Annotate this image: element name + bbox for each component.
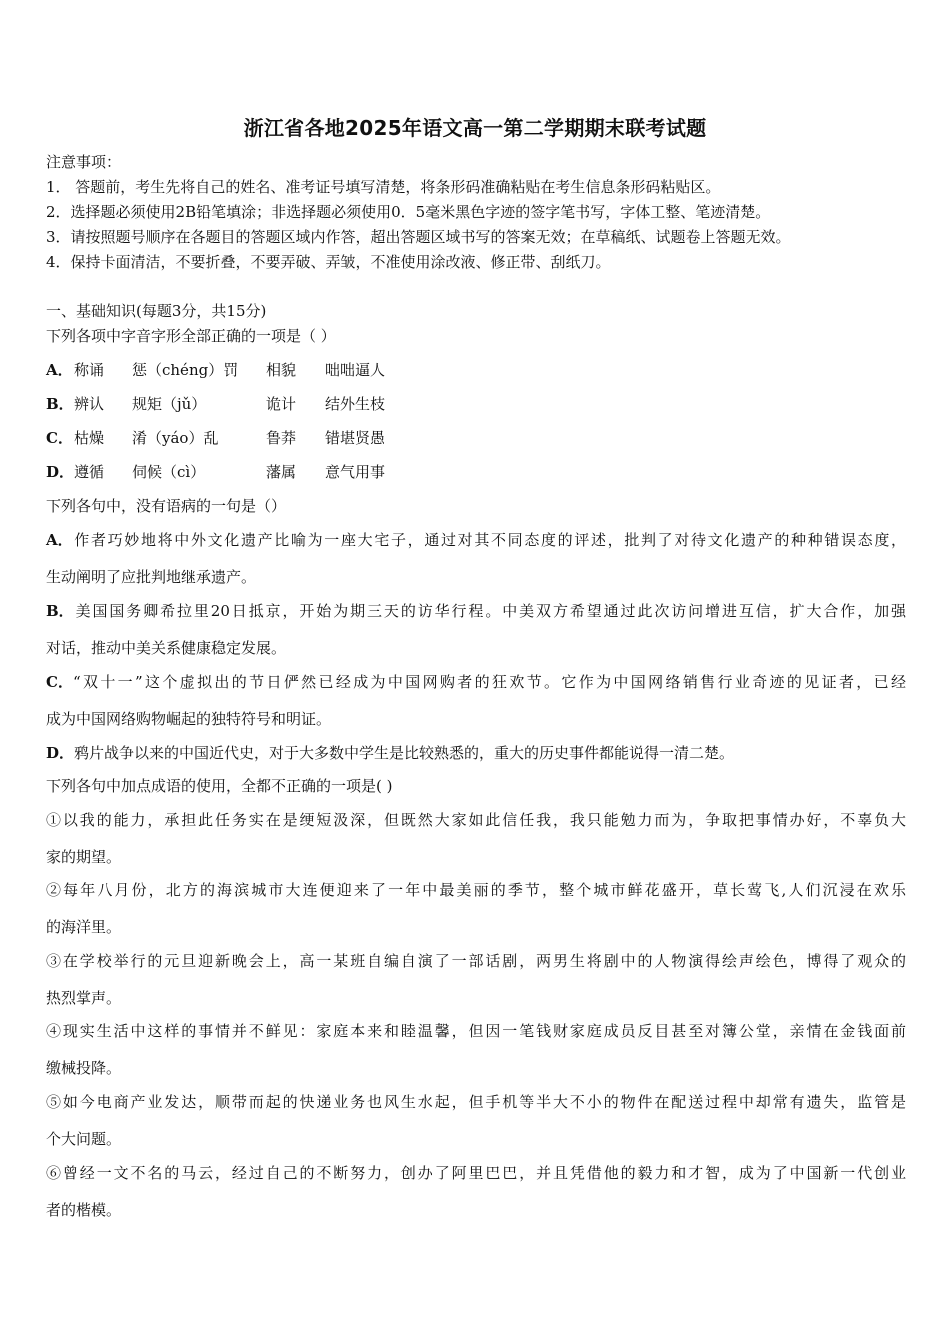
option-word: 意气用事 <box>325 463 386 481</box>
question-stem: 下列各句中，没有语病的一句是（） <box>46 497 287 515</box>
option-row <box>46 394 385 414</box>
option-line <box>46 601 906 621</box>
item-line: ⑥曾经一文不名的马云，经过自己的不断努力，创办了阿里巴巴，并且凭借他的毅力和才智，成为了中国新一代创业 <box>46 1164 906 1182</box>
item-continuation: 个大问题。 <box>46 1130 122 1148</box>
option-word: 伺候（cì） <box>132 463 206 481</box>
option-word: 错堪贤愚 <box>325 429 386 447</box>
item-line: ④现实生活中这样的事情并不鲜见：家庭本来和睦温馨，但因一笔钱财家庭成员反目甚至对簿公堂，亲情在金钱面前 <box>46 1022 906 1040</box>
option-label: D． <box>46 744 75 762</box>
option-word: 鲁莽 <box>266 429 297 447</box>
item-line: ②每年八月份，北方的海滨城市大连便迎来了一年中最美丽的季节，整个城市鲜花盛开，草长莺飞,人们沉浸在欢乐 <box>46 881 906 899</box>
option-word: 淆（yáo）乱 <box>132 429 219 447</box>
question-stem: 下列各项中字音字形全部正确的一项是（ ） <box>46 327 336 345</box>
item-continuation: 的海洋里。 <box>46 918 122 936</box>
item-continuation: 者的楷模。 <box>46 1201 122 1219</box>
option-word: 辨认 <box>74 395 105 413</box>
option-label: C． <box>46 673 73 691</box>
option-label: A． <box>46 361 73 379</box>
item-continuation: 热烈掌声。 <box>46 989 122 1007</box>
notice-item: 3．请按照题号顺序在各题目的答题区域内作答，超出答题区域书写的答案无效；在草稿纸、试题卷上答题无效。 <box>46 228 791 246</box>
option-word: 咄咄逼人 <box>325 361 386 379</box>
option-label: B． <box>46 602 74 620</box>
page-title: 浙江省各地2025年语文高一第二学期期末联考试题 <box>243 116 707 140</box>
option-continuation: 成为中国网络购物崛起的独特符号和明证。 <box>46 710 332 728</box>
option-text: 美国国务卿希拉里20日抵京，开始为期三天的访华行程。中美双方希望通过此次访问增进互信，扩大合作，加强 <box>73 602 906 620</box>
option-continuation: 生动阐明了应批判地继承遗产。 <box>46 568 257 586</box>
notice-item: 1． 答题前，考生先将自己的姓名、准考证号填写清楚，将条形码准确粘贴在考生信息条形码粘贴区。 <box>46 178 721 196</box>
item-line: ⑤如今电商产业发达，顺带而起的快递业务也风生水起，但手机等半大不小的物件在配送过程中却常有遗失，监管是 <box>46 1093 906 1111</box>
item-continuation: 家的期望。 <box>46 848 122 866</box>
option-text: 作者巧妙地将中外文化遗产比喻为一座大宅子，通过对其不同态度的评述，批判了对待文化遗产的种种错误态度， <box>72 531 906 549</box>
option-word: 相貌 <box>266 361 297 379</box>
option-continuation: 对话，推动中美关系健康稳定发展。 <box>46 639 287 657</box>
option-label: B． <box>46 395 74 413</box>
option-word: 结外生枝 <box>325 395 386 413</box>
option-row <box>46 462 385 482</box>
option-line <box>46 743 734 763</box>
notice-heading: 注意事项： <box>46 153 122 171</box>
option-word: 诡计 <box>266 395 297 413</box>
section-heading: 一、基础知识(每题3分，共15分) <box>46 302 267 320</box>
option-label: D． <box>46 463 75 481</box>
option-word: 遵循 <box>74 463 105 481</box>
option-line <box>46 530 906 550</box>
notice-item: 2．选择题必须使用2B铅笔填涂；非选择题必须使用0．5毫米黑色字迹的签字笔书写，字体工整、笔迹清楚。 <box>46 203 771 221</box>
option-word: 藩属 <box>266 463 297 481</box>
option-row <box>46 360 385 380</box>
option-word: 规矩（jǔ） <box>132 395 207 413</box>
option-text: 鸦片战争以来的中国近代史，对于大多数中学生是比较熟悉的，重大的历史事件都能说得一清二楚。 <box>74 744 735 762</box>
option-label: C． <box>46 429 73 447</box>
question-stem: 下列各句中加点成语的使用，全都不正确的一项是( ) <box>46 777 393 795</box>
item-continuation: 缴械投降。 <box>46 1059 122 1077</box>
option-text: “双十一”这个虚拟出的节日俨然已经成为中国网购者的狂欢节。它作为中国网络销售行业奇迹的见证者，已经 <box>72 673 906 691</box>
option-row <box>46 428 385 448</box>
item-line: ①以我的能力，承担此任务实在是绠短汲深，但既然大家如此信任我，我只能勉力而为，争取把事情办好，不辜负大 <box>46 811 906 829</box>
option-label: A． <box>46 531 73 549</box>
option-word: 惩（chéng）罚 <box>132 361 239 379</box>
notice-item: 4．保持卡面清洁，不要折叠，不要弄破、弄皱，不准使用涂改液、修正带、刮纸刀。 <box>46 253 611 271</box>
option-line <box>46 672 906 692</box>
option-word: 称诵 <box>74 361 105 379</box>
option-word: 枯燥 <box>74 429 105 447</box>
item-line: ③在学校举行的元旦迎新晚会上，高一某班自编自演了一部话剧，两男生将剧中的人物演得绘声绘色，博得了观众的 <box>46 952 906 970</box>
